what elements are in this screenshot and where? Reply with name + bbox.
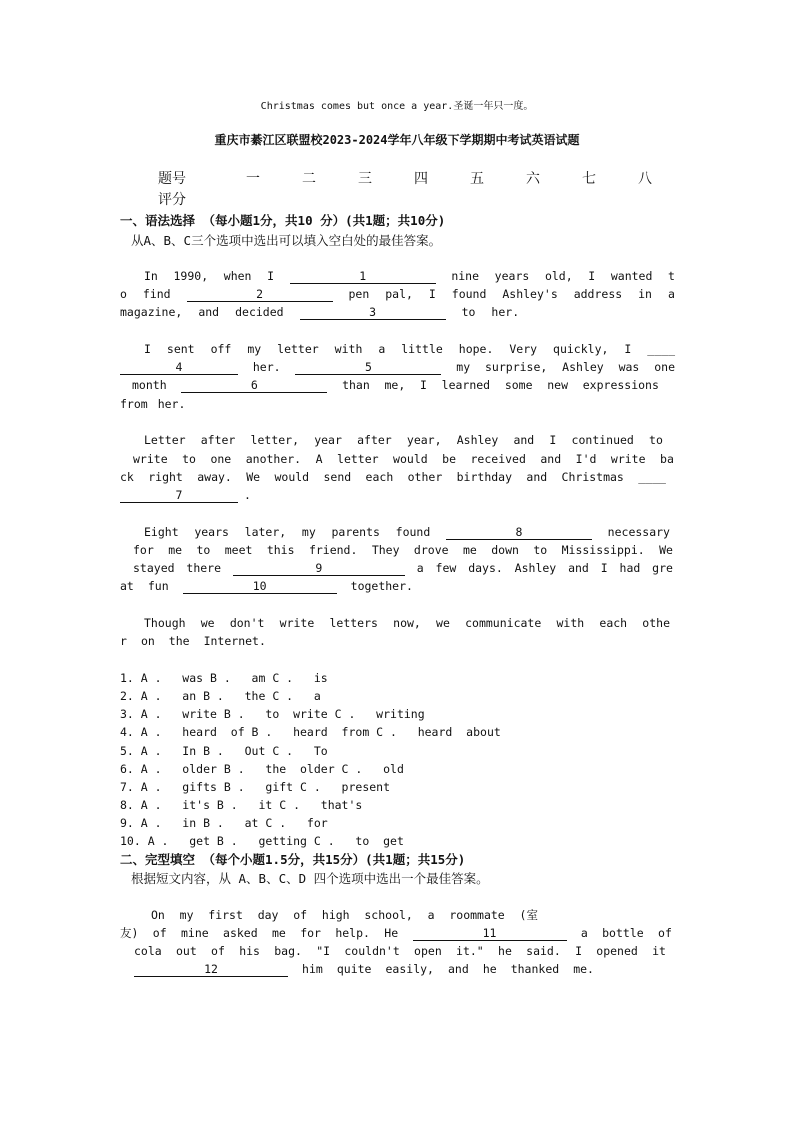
word: with: [334, 342, 363, 356]
word: write: [133, 452, 168, 466]
word: Ashley: [456, 433, 499, 447]
word: would: [274, 470, 310, 484]
word: r: [120, 634, 127, 648]
option-row-7: 7. A . gifts B . gift C . present: [120, 780, 391, 794]
word: parents: [331, 525, 380, 539]
word: learned: [441, 378, 491, 392]
word: fun: [147, 579, 169, 593]
word: each: [599, 616, 628, 630]
word: hope.: [458, 342, 494, 356]
word: "I: [316, 944, 331, 958]
word: when: [223, 269, 252, 283]
word: her.: [252, 360, 281, 374]
word: othe: [642, 616, 670, 630]
word: after: [200, 433, 236, 447]
word: of: [658, 926, 672, 940]
option-row-6: 6. A . older B . the older C . old: [120, 762, 404, 776]
score-row-label: 题号: [158, 171, 186, 187]
word: to: [461, 305, 476, 319]
word: of: [211, 944, 225, 958]
score-col-7: 七: [582, 171, 596, 187]
blank-12[interactable]: 12: [134, 962, 288, 977]
s1-p3-line3: [120, 468, 666, 486]
score-row2-label: 评分: [158, 192, 186, 208]
section2-instruction: 根据短文内容，从 A、B、C、D 四个选项中选出一个最佳答案。: [131, 871, 489, 886]
word: of: [152, 926, 167, 940]
word: open: [414, 944, 442, 958]
word: Though: [144, 616, 186, 630]
word: gre: [652, 561, 673, 575]
word: out: [175, 944, 197, 958]
score-col-6: 六: [526, 171, 540, 187]
s1-p2-line2: [120, 358, 675, 376]
word: with: [556, 616, 585, 630]
word: couldn't: [344, 944, 400, 958]
word: birthday: [456, 470, 513, 484]
word: school,: [364, 908, 413, 922]
word: I: [419, 378, 427, 392]
blank-8[interactable]: 8: [446, 525, 592, 540]
word: little: [401, 342, 443, 356]
word: cola: [134, 944, 162, 958]
blank-3[interactable]: 3: [300, 305, 446, 320]
s2-p1-line2: [120, 924, 672, 942]
word: for: [300, 926, 321, 940]
section2-title: 二、完型填空 （每个小题1.5分，共15分）(共1题；共15分): [120, 852, 466, 867]
word: to: [533, 543, 548, 557]
blank-11[interactable]: 11: [413, 926, 567, 941]
option-row-10: 10. A . get B . getting C . to get: [120, 834, 404, 848]
word: Internet.: [203, 634, 266, 648]
word: find: [142, 287, 171, 301]
word: old,: [544, 269, 573, 283]
blank-4[interactable]: 4: [120, 360, 238, 375]
option-row-2: 2. A . an B . the C . a: [120, 689, 321, 703]
s1-p2-line3: [132, 376, 659, 394]
word: received: [470, 452, 526, 466]
word: thanked: [510, 962, 560, 976]
word: a: [378, 342, 386, 356]
word: few: [435, 561, 457, 575]
word: her.: [157, 397, 186, 411]
s1-p4-line1: [120, 523, 670, 541]
word: me: [462, 543, 477, 557]
word: on: [140, 634, 155, 648]
score-col-2: 二: [302, 171, 316, 187]
word: together.: [350, 579, 413, 593]
word: my: [301, 525, 316, 539]
word: month: [132, 378, 167, 392]
word: new: [547, 378, 569, 392]
word: year: [314, 433, 342, 447]
s1-p5-line2: [120, 632, 675, 650]
word: me.: [573, 962, 594, 976]
word: drove: [413, 543, 449, 557]
word: and: [540, 452, 562, 466]
word: in: [638, 287, 652, 301]
word: I: [428, 287, 436, 301]
word: ba: [660, 452, 674, 466]
word: don't: [229, 616, 265, 630]
word: We: [659, 543, 673, 557]
section1-title: 一、语法选择 （每小题1分，共10 分）(共1题；共10分): [120, 213, 446, 228]
word: I: [267, 269, 275, 283]
s1-p5-line1: [120, 614, 670, 632]
word: A: [315, 452, 323, 466]
word: He: [384, 926, 399, 940]
word: found: [451, 287, 487, 301]
word: Christmas: [561, 470, 624, 484]
word: my: [247, 342, 262, 356]
word: first: [208, 908, 243, 922]
word: surprise,: [485, 360, 548, 374]
word: my: [456, 360, 471, 374]
word: Ashley: [562, 360, 604, 374]
s2-p1-line4: [134, 960, 594, 978]
word: would: [393, 452, 428, 466]
word: a: [427, 908, 435, 922]
word: now,: [393, 616, 421, 630]
word: ____: [647, 342, 675, 356]
word: found: [395, 525, 431, 539]
word: there: [186, 561, 222, 575]
word: another.: [245, 452, 302, 466]
word: years: [494, 269, 530, 283]
word: 1990,: [173, 269, 209, 283]
word: at: [120, 579, 134, 593]
score-col-1: 一: [246, 171, 260, 187]
word: (室: [519, 908, 538, 922]
s1-p1-line1: [120, 267, 675, 285]
word: nine: [451, 269, 480, 283]
word: I'd: [575, 452, 597, 466]
word: my: [179, 908, 194, 922]
word: and: [568, 561, 589, 575]
word: after: [357, 433, 392, 447]
section1-instruction: 从A、B、C三个选项中选出可以填入空白处的最佳答案。: [131, 233, 442, 248]
word: his: [239, 944, 260, 958]
word: On: [151, 908, 165, 922]
word: some: [504, 378, 533, 392]
option-row-1: 1. A . was B . am C . is: [120, 671, 328, 685]
word: o: [120, 287, 127, 301]
word: me,: [384, 378, 406, 392]
word: quickly,: [553, 342, 609, 356]
s1-p4-line3: [133, 559, 673, 577]
word: address: [573, 287, 623, 301]
blank-10[interactable]: 10: [183, 579, 337, 594]
word: asked: [223, 926, 258, 940]
word: he: [498, 944, 512, 958]
word: We: [246, 470, 261, 484]
s1-p1-line3: [120, 303, 675, 321]
word: had: [619, 561, 641, 575]
header-quote: Christmas comes but once a year.圣诞一年只一度。: [260, 101, 534, 112]
word: year,: [406, 433, 442, 447]
word: be: [442, 452, 457, 466]
s1-p1-line2: [120, 285, 675, 303]
word: a: [416, 561, 424, 575]
word: Very: [509, 342, 538, 356]
word: a: [667, 287, 675, 301]
word: ck: [120, 470, 134, 484]
word: letter,: [250, 433, 300, 447]
word: Mississippi.: [561, 543, 645, 557]
word: one: [654, 360, 675, 374]
word: continued: [571, 433, 634, 447]
word: send: [323, 470, 352, 484]
word: expressions: [582, 378, 659, 392]
word: high: [321, 908, 350, 922]
word: help.: [335, 926, 370, 940]
s1-p3-line2: [133, 450, 674, 468]
word: days.: [468, 561, 503, 575]
word: I: [575, 944, 582, 958]
word: mine: [180, 926, 209, 940]
score-col-4: 四: [414, 171, 428, 187]
word: magazine,: [120, 305, 183, 319]
word: away.: [197, 470, 232, 484]
word: to: [182, 452, 196, 466]
word: it.": [456, 944, 484, 958]
word: and: [526, 470, 548, 484]
word: Ashley: [514, 561, 557, 575]
word: letter: [277, 342, 319, 356]
word: .: [244, 488, 251, 502]
word: I: [588, 269, 596, 283]
word: was: [618, 360, 640, 374]
word: bag.: [274, 944, 302, 958]
word: said.: [526, 944, 561, 958]
word: I: [600, 561, 608, 575]
word: it: [652, 944, 666, 958]
word: from: [120, 397, 148, 411]
word: Ashley's: [502, 287, 558, 301]
word: we: [200, 616, 215, 630]
word: me: [272, 926, 286, 940]
word: necessary: [607, 525, 670, 539]
word: me: [168, 543, 183, 557]
word: for: [133, 543, 154, 557]
word: one: [210, 452, 232, 466]
word: we: [436, 616, 450, 630]
blank-2[interactable]: 2: [187, 287, 333, 302]
s1-p4-line2: [133, 541, 673, 559]
word: of: [293, 908, 308, 922]
word: 友): [120, 926, 139, 940]
word: easily,: [385, 962, 434, 976]
word: I: [624, 342, 632, 356]
s1-p3-line1: [120, 431, 663, 449]
option-row-3: 3. A . write B . to write C . writing: [120, 707, 425, 721]
word: later,: [244, 525, 287, 539]
word: ____: [638, 470, 666, 484]
score-col-3: 三: [358, 171, 372, 187]
word: decided: [235, 305, 284, 319]
word: I: [144, 342, 151, 356]
word: In: [144, 269, 158, 283]
s2-p1-line1: [120, 906, 538, 924]
word: to: [649, 433, 663, 447]
word: right: [148, 470, 183, 484]
blank-7[interactable]: 7: [120, 488, 238, 503]
blank-1[interactable]: 1: [290, 269, 436, 284]
word: t: [668, 269, 675, 283]
word: letters: [329, 616, 378, 630]
word: down: [491, 543, 519, 557]
word: pen: [348, 287, 370, 301]
word: years: [194, 525, 229, 539]
blank-9[interactable]: 9: [233, 561, 405, 576]
word: sent: [166, 342, 195, 356]
word: opened: [596, 944, 638, 958]
word: bottle: [602, 926, 644, 940]
word: than: [342, 378, 370, 392]
word: write: [279, 616, 315, 630]
word: Letter: [144, 433, 186, 447]
word: her.: [491, 305, 520, 319]
word: him: [302, 962, 323, 976]
word: quite: [336, 962, 372, 976]
word: pal,: [385, 287, 413, 301]
word: and: [513, 433, 535, 447]
word: write: [610, 452, 646, 466]
word: roommate: [449, 908, 505, 922]
option-row-5: 5. A . In B . Out C . To: [120, 744, 328, 758]
word: Eight: [144, 525, 179, 539]
word: to: [196, 543, 211, 557]
s1-p2-line1: [120, 340, 675, 358]
s2-p1-line3: [134, 942, 666, 960]
score-col-8: 八: [638, 171, 652, 187]
score-col-5: 五: [470, 171, 484, 187]
word: he: [482, 962, 497, 976]
blank-5[interactable]: 5: [295, 360, 441, 375]
word: off: [210, 342, 232, 356]
word: communicate: [465, 616, 542, 630]
word: other: [407, 470, 443, 484]
s1-p4-line4: [120, 577, 675, 595]
word: meet: [224, 543, 253, 557]
word: a: [580, 926, 588, 940]
option-row-9: 9. A . in B . at C . for: [120, 816, 328, 830]
word: I: [549, 433, 557, 447]
word: stayed: [133, 561, 175, 575]
option-row-8: 8. A . it's B . it C . that's: [120, 798, 363, 812]
s1-p2-line4: [120, 395, 675, 413]
word: each: [365, 470, 394, 484]
word: and: [198, 305, 220, 319]
blank-6[interactable]: 6: [181, 378, 327, 393]
s1-p3-line4: [120, 486, 675, 504]
word: friend.: [308, 543, 358, 557]
score-table: [158, 168, 678, 208]
word: this: [266, 543, 295, 557]
word: They: [371, 543, 400, 557]
word: and: [448, 962, 469, 976]
word: letter: [337, 452, 379, 466]
option-row-4: 4. A . heard of B . heard from C . heard about: [120, 725, 501, 739]
word: day: [257, 908, 279, 922]
word: wanted: [610, 269, 653, 283]
word: the: [168, 634, 190, 648]
document-title: 重庆市綦江区联盟校2023-2024学年八年级下学期期中考试英语试题: [214, 133, 580, 147]
